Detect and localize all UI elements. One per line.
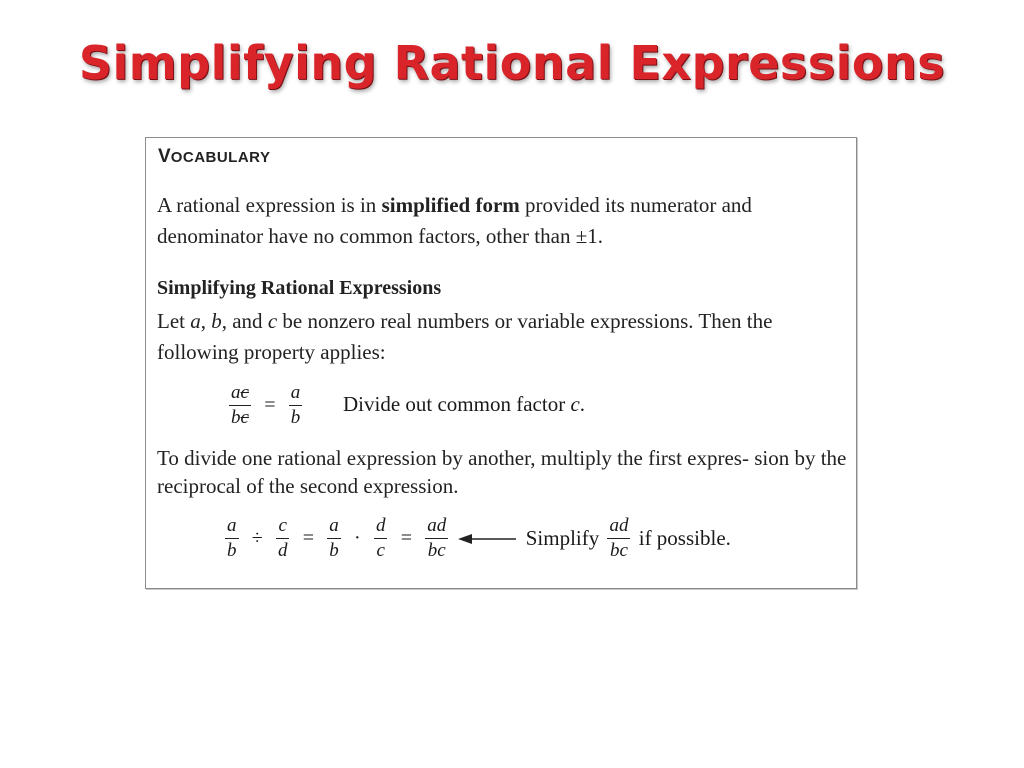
f6-den: bc [610,540,628,561]
slide-title: Simplifying Rational Expressions [78,36,946,90]
note-text: Divide out common factor [343,392,571,416]
lhs-den-c-cancelled: c [240,407,249,428]
divide-paragraph: To divide one rational expression by another, multiply the first expres- sion by the reciprocal of the second expression. [157,446,847,498]
f3-den: b [329,540,339,561]
property-note [343,392,585,417]
definition-term: simplified form [381,193,520,217]
f2-den: d [277,540,288,561]
lhs-den-b: b [231,407,241,428]
f2-num: c [276,515,290,539]
var-a: a [190,309,201,333]
let-t3: , and [221,309,268,333]
f5-num: ad [425,515,448,539]
var-b: b [211,309,222,333]
vocabulary-heading-rest: OCABULARY [170,149,271,166]
property-equation [226,382,305,429]
note-var: c [570,392,580,416]
lhs-num-a: a [231,382,241,403]
var-c: c [267,309,278,333]
let-t4: be nonzero real numbers or variable expressions. Then the following property applies: [157,309,773,364]
equals-sign-1: = [302,527,315,549]
fraction-ad-over-bc-2 [607,515,630,562]
multiply-dot: · [354,527,361,549]
definition-paragraph [157,190,847,252]
fraction-a-over-b-1 [225,515,239,562]
let-t2: , [200,309,212,333]
fraction-ac-over-bc [229,382,251,429]
definition-post: provided its numerator and denominator have no common factors, other than [157,193,752,248]
fraction-d-over-c [374,515,388,562]
f6-num: ad [607,515,630,539]
f1-num: a [225,515,239,539]
simplify-label: Simplify [525,526,600,550]
f3-num: a [327,515,341,539]
vocabulary-heading-initial: V [158,146,171,167]
vocabulary-box [145,137,857,589]
fraction-c-over-d [276,515,290,562]
if-possible-label: if possible. [638,526,731,550]
definition-pre: A rational expression is in [157,193,382,217]
rhs-num: a [289,382,303,406]
equals-sign: = [264,394,276,416]
subheading: Simplifying Rational Expressions [157,277,442,299]
let-paragraph [157,306,847,368]
rhs-den: b [290,407,301,428]
fraction-a-over-b [289,382,303,429]
let-t1: Let [157,309,191,333]
fraction-a-over-b-2 [327,515,341,562]
equals-sign-2: = [400,527,412,549]
left-arrow-icon [458,533,516,545]
vocabulary-heading [158,146,270,168]
lhs-num-c-cancelled: c [240,382,249,403]
f1-den: b [227,540,237,561]
f4-den: c [376,540,385,561]
division-equation [222,515,731,562]
note-end: . [579,392,586,416]
f4-num: d [374,515,388,539]
definition-value: ±1. [575,224,603,248]
divide-sign: ÷ [251,527,263,549]
f5-den: bc [427,540,446,561]
fraction-ad-over-bc [425,515,448,562]
